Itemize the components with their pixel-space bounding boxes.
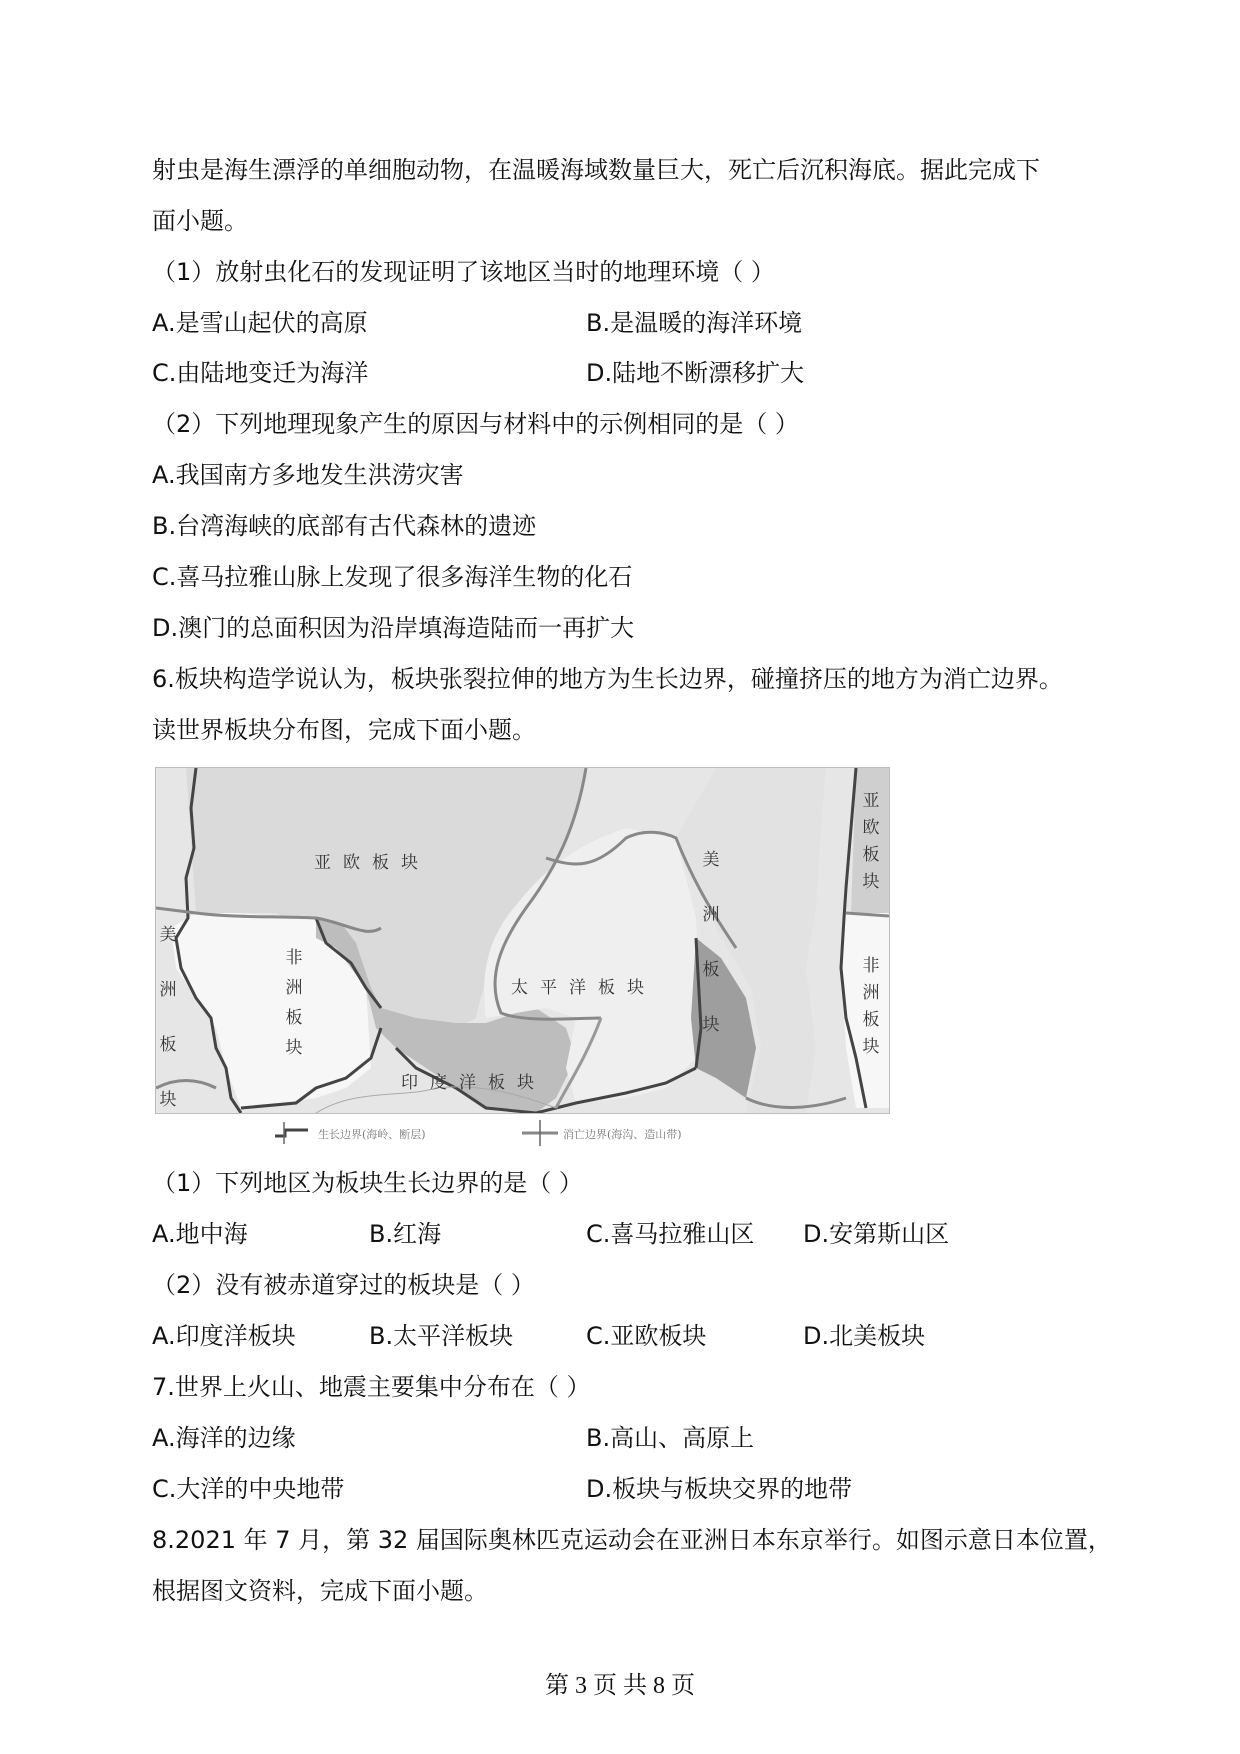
q7-option-a[interactable]: A.海洋的边缘 [152,1424,296,1452]
map-label-american-plate-right: 美 洲 板 块 [702,850,720,1035]
subduction-boundary-icon [520,1118,560,1148]
page-number: 第 3 页 共 8 页 [545,1673,695,1699]
q5-sub1-option-c[interactable]: C.由陆地变迁为海洋 [152,359,369,387]
map-label-african-plate-right: 非 洲 板 块 [862,956,880,1057]
q6-sub2-option-a[interactable]: A.印度洋板块 [152,1322,296,1350]
q6-sub2-option-c[interactable]: C.亚欧板块 [586,1322,707,1350]
intro-line-2: 面小题。 [152,207,248,235]
q5-sub1-option-d[interactable]: D.陆地不断漂移扩大 [586,359,805,387]
q6-sub2-option-b[interactable]: B.太平洋板块 [369,1322,514,1350]
q7-stem: 7.世界上火山、地震主要集中分布在（ ） [152,1373,591,1401]
growth-boundary-icon [270,1118,310,1148]
q5-sub2-option-a[interactable]: A.我国南方多地发生洪涝灾害 [152,461,464,489]
map-label-eurasian-plate: 亚欧板块 [314,853,430,873]
q6-stem-line-2: 读世界板块分布图，完成下面小题。 [152,716,536,744]
q5-sub2-option-d[interactable]: D.澳门的总面积因为沿岸填海造陆而一再扩大 [152,614,635,642]
q5-sub1-option-a[interactable]: A.是雪山起伏的高原 [152,309,368,337]
q7-option-c[interactable]: C.大洋的中央地带 [152,1475,345,1503]
q5-sub2-option-b[interactable]: B.台湾海峡的底部有古代森林的遗迹 [152,512,537,540]
q7-option-b[interactable]: B.高山、高原上 [586,1424,755,1452]
legend-growth-label: 生长边界(海岭、断层) [318,1128,426,1141]
q6-sub2-option-d[interactable]: D.北美板块 [803,1322,926,1350]
map-label-eurasian-plate-right: 亚 欧 板 块 [862,791,880,892]
q5-sub1-option-b[interactable]: B.是温暖的海洋环境 [586,309,803,337]
intro-line-1: 射虫是海生漂浮的单细胞动物，在温暖海域数量巨大，死亡后沉积海底。据此完成下 [152,156,1040,184]
q6-sub1-option-b[interactable]: B.红海 [369,1220,442,1248]
q6-sub1-option-d[interactable]: D.安第斯山区 [803,1220,950,1248]
q6-sub1-option-c[interactable]: C.喜马拉雅山区 [586,1220,755,1248]
legend-subduction-label: 消亡边界(海沟、造山带) [563,1128,682,1141]
q6-sub2-stem: （2）没有被赤道穿过的板块是（ ） [152,1271,535,1299]
map-legend [270,1118,740,1148]
q8-stem-line-1: 8.2021 年 7 月，第 32 届国际奥林匹克运动会在亚洲日本东京举行。如图示意日本位置， [152,1526,1112,1554]
q6-sub1-stem: （1）下列地区为板块生长边界的是（ ） [152,1169,583,1197]
q7-option-d[interactable]: D.板块与板块交界的地带 [586,1475,853,1503]
q8-stem-line-2: 根据图文资料，完成下面小题。 [152,1577,488,1605]
map-label-american-plate-left: 美 洲 板 块 [159,925,177,1110]
map-label-pacific-plate: 太平洋板块 [511,978,656,998]
map-label-african-plate: 非 洲 板 块 [285,948,303,1058]
q6-sub1-option-a[interactable]: A.地中海 [152,1220,248,1248]
q5-sub1-stem: （1）放射虫化石的发现证明了该地区当时的地理环境（ ） [152,258,775,286]
world-plate-map [155,767,890,1114]
q5-sub2-option-c[interactable]: C.喜马拉雅山脉上发现了很多海洋生物的化石 [152,563,633,591]
q6-stem-line-1: 6.板块构造学说认为，板块张裂拉伸的地方为生长边界，碰撞挤压的地方为消亡边界。 [152,665,1063,693]
map-label-indian-plate: 印度洋板块 [401,1073,546,1093]
plate-boundaries-graphic [156,768,889,1113]
q5-sub2-stem: （2）下列地理现象产生的原因与材料中的示例相同的是（ ） [152,410,799,438]
